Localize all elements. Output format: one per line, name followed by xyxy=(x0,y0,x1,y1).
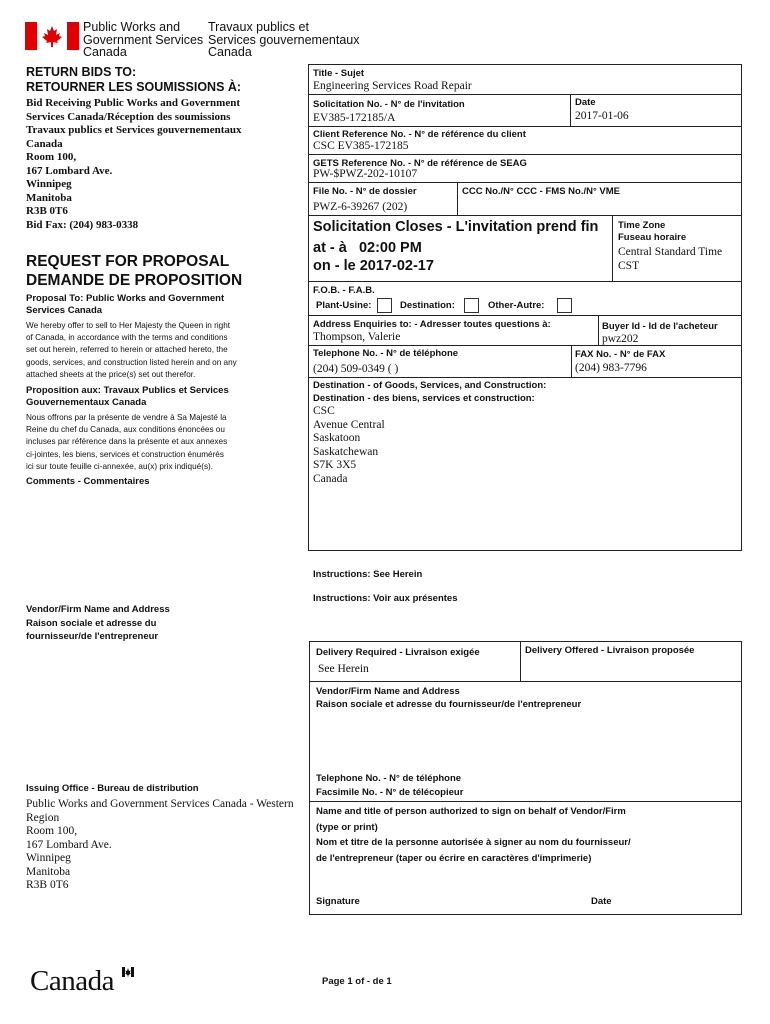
vendor-name-address-label: Vendor/Firm Name and Address Raison sociale et adresse du fournisseur/de l'entrepreneur xyxy=(316,686,582,710)
wordmark-flag-icon xyxy=(122,967,134,977)
destination-label: Destination: xyxy=(400,300,455,311)
title-value: Engineering Services Road Repair xyxy=(313,80,472,92)
timezone-value: Central Standard Time CST xyxy=(618,246,723,272)
signature-label: Signature xyxy=(316,896,360,907)
destination-goods-label: Destination - of Goods, Services, and Construction: Destination - des biens, services et construction: xyxy=(313,380,547,404)
proposition-aux-body: Nous offrons par la présente de vendre à Sa Majesté la Reine du chef du Canada, aux conditions énoncées ou incluses par référence dans la présente et aux annexes ci-jointes, les biens, services et construction énumérés ici sur toute feuille ci-annexée, au(x) prix indiqué(s). xyxy=(26,413,228,471)
issuing-office-address: Public Works and Government Services Canada - Western Region Room 100, 167 Lombard Ave. Winnipeg Manitoba R3B 0T6 xyxy=(26,798,294,891)
title-label: Title - Sujet xyxy=(313,68,365,79)
date-value: 2017-01-06 xyxy=(575,110,629,122)
delivery-required-value: See Herein xyxy=(318,663,369,675)
date-label: Date xyxy=(575,97,596,108)
address-enquiries-value: Thompson, Valerie xyxy=(313,331,401,343)
vendor-left-label: Vendor/Firm Name and Address Raison sociale et adresse du fournisseur/de l'entrepreneur xyxy=(26,604,170,642)
instructions-fr: Instructions: Voir aux présentes xyxy=(313,593,458,604)
proposal-to-body: We hereby offer to sell to Her Majesty the Queen in right of Canada, in accordance with the terms and conditions set out herein, referred to herein or attached hereto, the goods, services, and construction listed herein and on any attached sheets at the price(s) set out therefor. xyxy=(26,321,237,379)
delivery-offered-label: Delivery Offered - Livraison proposée xyxy=(525,645,695,656)
canada-flag-icon xyxy=(25,22,79,50)
issuing-office-label: Issuing Office - Bureau de distribution xyxy=(26,783,199,794)
destination-checkbox[interactable] xyxy=(464,298,479,313)
closing-date: 2017-02-17 xyxy=(359,258,434,274)
plant-checkbox[interactable] xyxy=(377,298,392,313)
file-value: PWZ-6-39267 (202) xyxy=(313,201,408,213)
client-ref-label: Client Reference No. - N° de référence du client xyxy=(313,129,526,140)
gets-value: PW-$PWZ-202-10107 xyxy=(313,168,418,180)
return-bids-title: RETURN BIDS TO: RETOURNER LES SOUMISSIONS À: xyxy=(26,65,242,94)
signature-date-label: Date xyxy=(591,896,612,907)
buyer-id-label: Buyer Id - Id de l'acheteur xyxy=(602,321,718,332)
closes-on: on - le 2017-02-17 xyxy=(313,258,434,274)
return-bids-address: Bid Receiving Public Works and Government Services Canada/Réception des soumissions Travaux publics et Services gouvernementaux Canada Room 100, 167 Lombard Ave. Winnipeg Manitoba R3B 0T6 Bid Fax: (204) 983-0338 xyxy=(26,97,242,231)
timezone-label: Time Zone Fuseau horaire xyxy=(618,220,687,243)
closes-title: Solicitation Closes - L'invitation prend fin xyxy=(313,219,599,235)
solicitation-label: Solicitation No. - N° de l'invitation xyxy=(313,99,465,110)
solicitation-value: EV385-172185/A xyxy=(313,112,396,124)
vendor-phone-fax-label: Telephone No. - N° de téléphone Facsimile No. - N° de télécopieur xyxy=(316,773,464,798)
telephone-label: Telephone No. - N° de téléphone xyxy=(313,348,459,359)
destination-address: CSC Avenue Central Saskatoon Saskatchewan S7K 3X5 Canada xyxy=(313,405,385,485)
canada-wordmark: Canada xyxy=(30,965,114,997)
buyer-id-value: pwz202 xyxy=(602,333,639,345)
address-enquiries-label: Address Enquiries to: - Adresser toutes questions à: xyxy=(313,319,551,330)
closes-at: at - à 02:00 PM xyxy=(313,240,422,256)
fax-value: (204) 983-7796 xyxy=(575,362,647,374)
instructions-en: Instructions: See Herein xyxy=(313,569,423,580)
rfp-title: REQUEST FOR PROPOSAL DEMANDE DE PROPOSITION xyxy=(26,253,243,289)
logo-text-en: Public Works and Government Services Canada xyxy=(83,20,204,59)
delivery-required-label: Delivery Required - Livraison exigée xyxy=(316,647,480,658)
fax-label: FAX No. - N° de FAX xyxy=(575,349,666,360)
authorized-person-label: Name and title of person authorized to sign on behalf of Vendor/Firm (type or print) Nom et titre de la personne autorisée à signer au nom du fournisseur/ de l'entrepreneur (taper ou écrire en caractères d'imprimerie) xyxy=(316,806,631,864)
client-ref-value: CSC EV385-172185 xyxy=(313,140,409,152)
proposal-to-heading: Proposal To: Public Works and Government Services Canada xyxy=(26,293,225,316)
other-checkbox[interactable] xyxy=(557,298,572,313)
file-label: File No. - N° de dossier xyxy=(313,186,417,197)
logo-text-fr: Travaux publics et Services gouvernementaux Canada xyxy=(208,20,360,59)
other-label: Other-Autre: xyxy=(488,300,545,311)
closing-time: 02:00 PM xyxy=(358,240,422,256)
gets-label: GETS Reference No. - N° de référence de SEAG xyxy=(313,158,527,169)
telephone-value: (204) 509-0349 ( ) xyxy=(313,363,399,375)
comments-label: Comments - Commentaires xyxy=(26,476,150,487)
plant-label: Plant-Usine: xyxy=(316,300,372,311)
ccc-label: CCC No./N° CCC - FMS No./N° VME xyxy=(462,186,621,197)
fob-label: F.O.B. - F.A.B. xyxy=(313,285,375,296)
page-number: Page 1 of - de 1 xyxy=(322,976,392,987)
proposition-aux-heading: Proposition aux: Travaux Publics et Services Gouvernementaux Canada xyxy=(26,385,229,408)
